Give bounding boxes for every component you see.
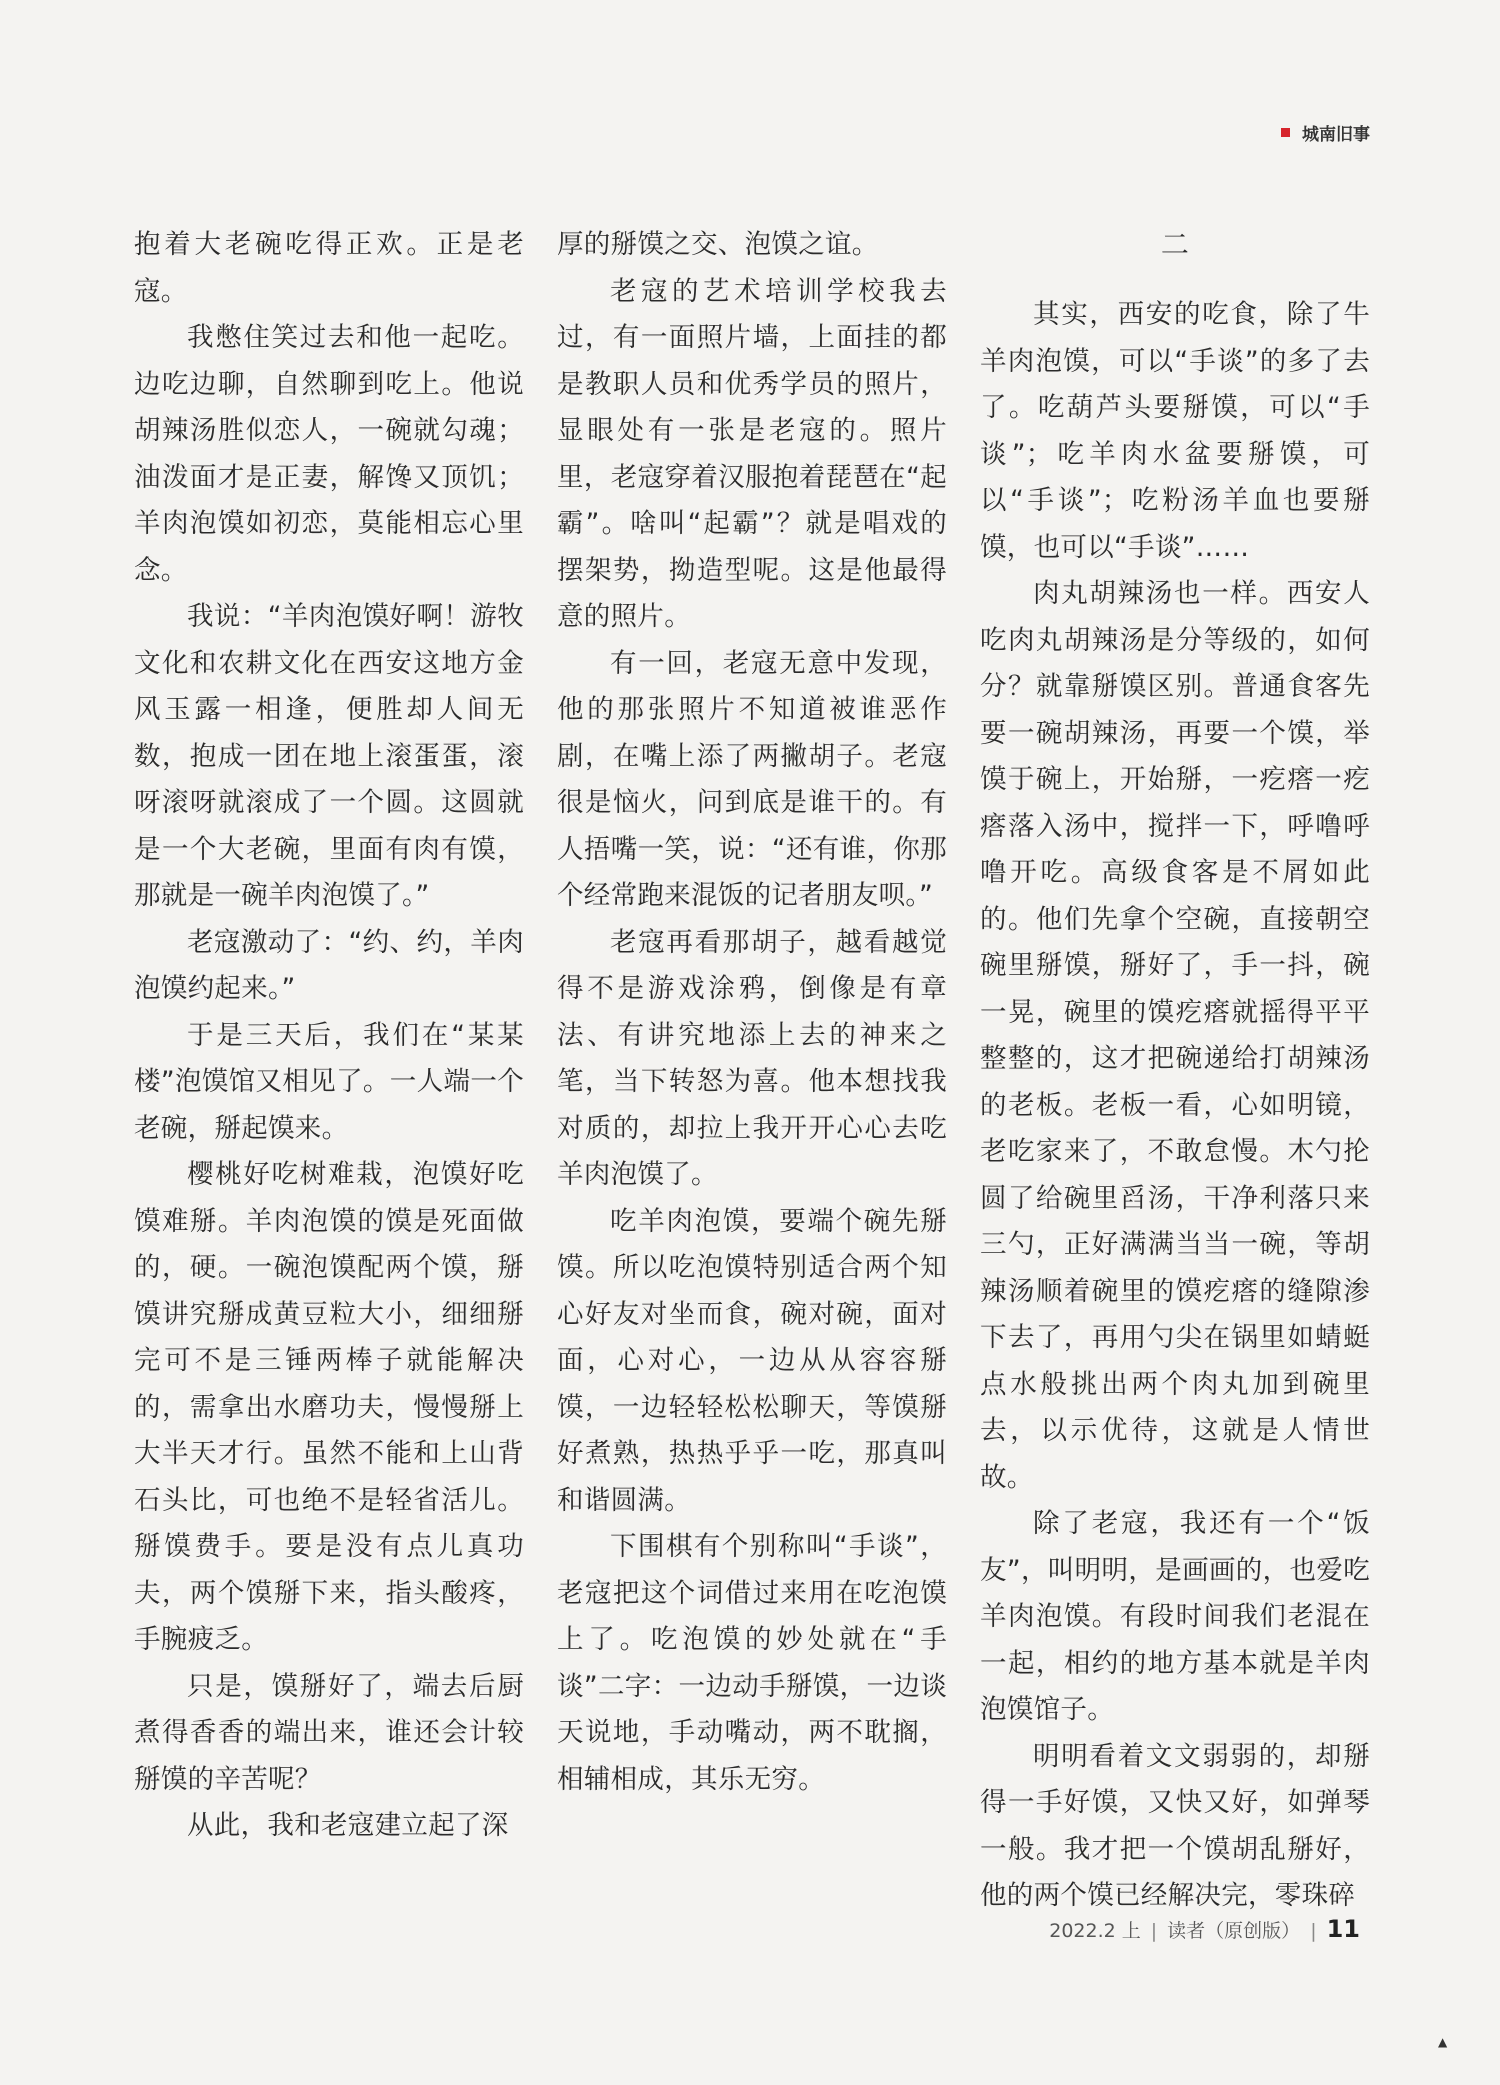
paragraph: 从此，我和老寇建立起了深 xyxy=(187,1810,509,1841)
paragraph: 吃羊肉泡馍，要端个碗先掰馍。所以吃泡馍特别适合两个知心好友对坐而食，碗对碗，面对面，心对心，一边从从容容掰馍，一边轻轻松松聊天，等馍掰好煮熟，热热乎乎一吃，那真叫和谐圆满。 xyxy=(557,1205,947,1516)
footer-separator: | xyxy=(1310,1920,1317,1942)
section-label: 城南旧事 xyxy=(1302,125,1370,145)
page-number: 11 xyxy=(1326,1915,1360,1943)
paragraph: 有一回，老寇无意中发现，他的那张照片不知道被谁恶作剧，在嘴上添了两撇胡子。老寇很是恼火，问到底是谁干的。有人捂嘴一笑，说：“还有谁，你那个经常跑来混饭的记者朋友呗。” xyxy=(557,647,947,911)
column-1 xyxy=(134,222,524,1850)
paragraph: 于是三天后，我们在“某某楼”泡馍馆又相见了。一人端一个老碗，掰起馍来。 xyxy=(134,1019,524,1144)
section-tag xyxy=(1281,120,1370,145)
magazine-name: 读者（原创版） xyxy=(1167,1920,1301,1942)
paragraph: 我说：“羊肉泡馍好啊！游牧文化和农耕文化在西安这地方金风玉露一相逢，便胜却人间无数，抱成一团在地上滚蛋蛋，滚呀滚呀就滚成了一个圆。这圆就是一个大老碗，里面有肉有馍，那就是一碗羊肉泡馍了。” xyxy=(134,601,524,911)
paragraph: 我憋住笑过去和他一起吃。边吃边聊，自然聊到吃上。他说胡辣汤胜似恋人，一碗就勾魂；油泼面才是正妻，解馋又顶饥；羊肉泡馍如初恋，莫能相忘心里念。 xyxy=(134,322,524,586)
paragraph: 樱桃好吃树难栽，泡馍好吃馍难掰。羊肉泡馍的馍是死面做的，硬。一碗泡馍配两个馍，掰馍讲究掰成黄豆粒大小，细细掰完可不是三锤两棒子就能解决的，需拿出水磨功夫，慢慢掰上大半天才行。虽然不能和上山背石头比，可也绝不是轻省活儿。掰馍费手。要是没有点儿真功夫，两个馍掰下来，指头酸疼，手腕疲乏。 xyxy=(134,1159,524,1655)
page-footer xyxy=(1049,1915,1360,1943)
issue-label: 2022.2 上 xyxy=(1049,1920,1141,1942)
paragraph: 明明看着文文弱弱的，却掰得一手好馍，又快又好，如弹琴一般。我才把一个馍胡乱掰好，他的两个馍已经解决完，零珠碎 xyxy=(980,1740,1370,1911)
footer-separator: | xyxy=(1150,1920,1158,1942)
paragraph: 下围棋有个别称叫“手谈”，老寇把这个词借过来用在吃泡馍上了。吃泡馍的妙处就在“手谈”二字：一边动手掰馍，一边谈天说地，手动嘴动，两不耽搁，相辅相成，其乐无穷。 xyxy=(557,1531,947,1795)
paragraph: 老寇再看那胡子，越看越觉得不是游戏涂鸦，倒像是有章法、有讲究地添上去的神来之笔，当下转怒为喜。他本想找我对质的，却拉上我开开心心去吃羊肉泡馍了。 xyxy=(557,926,947,1190)
corner-mark-icon: ▲ xyxy=(1438,2035,1448,2049)
paragraph: 肉丸胡辣汤也一样。西安人吃肉丸胡辣汤是分等级的，如何分？就靠掰馍区别。普通食客先要一碗胡辣汤，再要一个馍，举馍于碗上，开始掰，一疙瘩一疙瘩落入汤中，搅拌一下，呼噜呼噜开吃。高级食客是不屑如此的。他们先拿个空碗，直接朝空碗里掰馍，掰好了，手一抖，碗一晃，碗里的馍疙瘩就摇得平平整整的，这才把碗递给打胡辣汤的老板。老板一看，心如明镜，老吃家来了，不敢怠慢。木勺抡圆了给碗里舀汤，干净利落只来三勺，正好满满当当一碗，等胡辣汤顺着碗里的馍疙瘩的缝隙渗下去了，再用勺尖在锅里如蜻蜓点水般挑出两个肉丸加到碗里去，以示优待，这就是人情世故。 xyxy=(980,578,1370,1493)
paragraph: 其实，西安的吃食，除了牛羊肉泡馍，可以“手谈”的多了去了。吃葫芦头要掰馍，可以“手谈”；吃羊肉水盆要掰馍，可以“手谈”；吃粉汤羊血也要掰馍，也可以“手谈”…… xyxy=(980,299,1370,563)
section-number-heading: 二 xyxy=(1160,228,1190,261)
paragraph: 老寇激动了：“约、约，羊肉泡馍约起来。” xyxy=(134,926,524,1004)
paragraph: 只是，馍掰好了，端去后厨煮得香香的端出来，谁还会计较掰馍的辛苦呢？ xyxy=(134,1670,524,1795)
paragraph: 除了老寇，我还有一个“饭友”，叫明明，是画画的，也爱吃羊肉泡馍。有段时间我们老混在一起，相约的地方基本就是羊肉泡馍馆子。 xyxy=(980,1508,1370,1725)
paragraph: 抱着大老碗吃得正欢。正是老寇。 xyxy=(134,229,524,307)
section-bullet-icon xyxy=(1281,128,1290,137)
paragraph: 厚的掰馍之交、泡馍之谊。 xyxy=(557,229,879,260)
column-2 xyxy=(557,222,947,1803)
column-3 xyxy=(980,222,1370,1920)
paragraph: 老寇的艺术培训学校我去过，有一面照片墙，上面挂的都是教职人员和优秀学员的照片，显眼处有一张是老寇的。照片里，老寇穿着汉服抱着琵琶在“起霸”。啥叫“起霸”？就是唱戏的摆架势，拗造型呢。这是他最得意的照片。 xyxy=(557,275,947,632)
